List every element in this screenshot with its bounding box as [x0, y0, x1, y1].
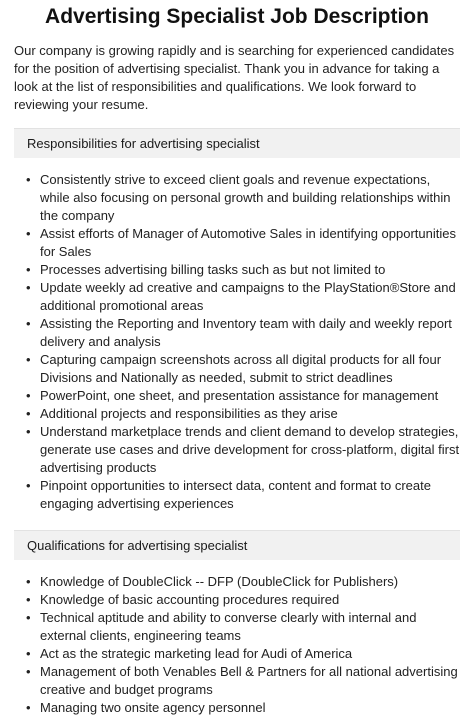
bullet-icon: • — [26, 316, 31, 331]
list-item — [26, 261, 460, 279]
list-item-text: Management of both Venables Bell & Partners for all national advertising creative and budget programs — [40, 664, 458, 697]
list-item — [26, 387, 460, 405]
list-item — [26, 609, 460, 645]
list-item — [26, 573, 460, 591]
list-item — [26, 663, 460, 699]
bullet-icon: • — [26, 262, 31, 277]
bullet-icon: • — [26, 424, 31, 439]
intro-paragraph: Our company is growing rapidly and is searching for experienced candidates for the position of advertising specialist. Thank you in advance for taking a look at the list of responsibilities and qualifications. We look forward to reviewing your resume. — [14, 43, 455, 112]
list-item — [26, 315, 460, 351]
list-item-text: Capturing campaign screenshots across all digital products for all four Divisions and Nationally as needed, submit to strict deadlines — [40, 352, 442, 385]
bullet-icon: • — [26, 646, 31, 661]
page-title: Advertising Specialist Job Description — [45, 5, 429, 28]
list-item-text: Assisting the Reporting and Inventory team with daily and weekly report delivery and analysis — [40, 316, 452, 349]
list-item — [26, 591, 460, 609]
bullet-icon: • — [26, 388, 31, 403]
list-item — [26, 699, 460, 717]
list-item — [26, 279, 460, 315]
bullet-icon: • — [26, 478, 31, 493]
bullet-icon: • — [26, 406, 31, 421]
responsibilities-heading: Responsibilities for advertising specialist — [14, 128, 460, 158]
bullet-icon: • — [26, 226, 31, 241]
list-item — [26, 423, 460, 477]
list-item — [26, 645, 460, 663]
list-item-text: Additional projects and responsibilities as they arise — [40, 406, 338, 421]
list-item-text: Knowledge of basic accounting procedures required — [40, 592, 340, 607]
list-item-text: Understand marketplace trends and client demand to develop strategies, generate use cases and drive development for cross-platform, digital first advertising products — [40, 424, 460, 475]
list-item — [26, 225, 460, 261]
bullet-icon: • — [26, 574, 31, 589]
list-item — [26, 405, 460, 423]
list-item-text: Act as the strategic marketing lead for Audi of America — [40, 646, 353, 661]
bullet-icon: • — [26, 280, 31, 295]
list-item-text: Update weekly ad creative and campaigns to the PlayStation®Store and additional promotional areas — [40, 280, 456, 313]
bullet-icon: • — [26, 352, 31, 367]
list-item — [26, 351, 460, 387]
bullet-icon: • — [26, 172, 31, 187]
list-item — [26, 477, 460, 513]
bullet-icon: • — [26, 664, 31, 679]
list-item-text: Processes advertising billing tasks such as but not limited to — [40, 262, 386, 277]
bullet-icon: • — [26, 700, 31, 715]
qualifications-heading: Qualifications for advertising specialist — [14, 530, 460, 560]
bullet-icon: • — [26, 610, 31, 625]
bullet-icon: • — [26, 592, 31, 607]
list-item-text: Assist efforts of Manager of Automotive Sales in identifying opportunities for Sales — [40, 226, 456, 259]
qualifications-list — [14, 573, 460, 717]
list-item-text: PowerPoint, one sheet, and presentation assistance for management — [40, 388, 439, 403]
responsibilities-list — [14, 171, 460, 513]
list-item-text: Consistently strive to exceed client goals and revenue expectations, while also focusing on personal growth and building relationships within the company — [40, 172, 451, 223]
list-item — [26, 171, 460, 225]
list-item-text: Managing two onsite agency personnel — [40, 700, 266, 715]
list-item-text: Pinpoint opportunities to intersect data, content and format to create engaging advertising experiences — [40, 478, 431, 511]
list-item-text: Technical aptitude and ability to converse clearly with internal and external clients, engineering teams — [40, 610, 417, 643]
list-item-text: Knowledge of DoubleClick -- DFP (DoubleClick for Publishers) — [40, 574, 399, 589]
